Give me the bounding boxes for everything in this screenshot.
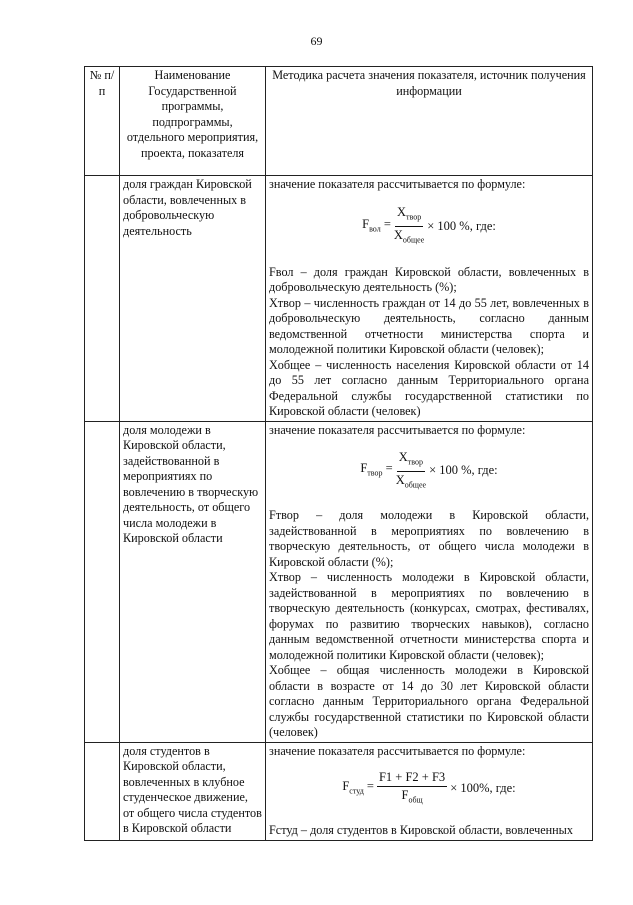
header-num: № п/п bbox=[85, 67, 120, 176]
method-intro: значение показателя рассчитывается по формуле: bbox=[269, 422, 526, 437]
table-header-row bbox=[85, 67, 593, 176]
formula-fraction: $\frac{X_{твор}}{X_{общее}}$ bbox=[395, 449, 427, 489]
table-row bbox=[85, 421, 593, 742]
formula-lhs: $F_{вол}$ = bbox=[362, 216, 391, 233]
formula-fraction: $\frac{X_{твор}}{X_{общее}}$ bbox=[393, 205, 425, 245]
formula-lhs: $F_{твор}$ = bbox=[360, 461, 393, 478]
definition: Fстуд – доля студентов в Кировской области, вовлеченных bbox=[269, 823, 573, 837]
row-num-cell bbox=[85, 176, 120, 422]
indicator-name: доля студентов в Кировской области, вовлеченных в клубное студенческое движение, от общего числа студентов в Кировской области bbox=[120, 742, 266, 840]
formula bbox=[269, 199, 589, 255]
indicator-name: доля граждан Кировской области, вовлеченных в добровольческую деятельность bbox=[120, 176, 266, 422]
definition: Fвол – доля граждан Кировской области, вовлеченных в добровольческую деятельность (%); bbox=[269, 264, 589, 294]
indicator-name: доля молодежи в Кировской области, задействованной в мероприятиях по вовлечению в творческую деятельность, от общего числа молодежи в Кировской области bbox=[120, 421, 266, 742]
formula-fraction: $\frac{F1 + F2 + F3}{F_{общ}}$ bbox=[378, 769, 446, 805]
formula-tail: × 100 %, где: bbox=[429, 463, 498, 478]
table-row bbox=[85, 176, 593, 422]
formula bbox=[269, 444, 589, 498]
method-cell bbox=[266, 176, 593, 422]
formula-tail: × 100%, где: bbox=[450, 781, 516, 796]
formula-lhs: $F_{студ}$ = bbox=[342, 779, 374, 796]
definition: Xобщее – численность населения Кировской области от 14 до 55 лет согласно данным Территориального органа Федеральной службы государственной статистики по Кировской области (человек) bbox=[269, 357, 589, 418]
method-cell bbox=[266, 421, 593, 742]
method-cell bbox=[266, 742, 593, 840]
row-num-cell bbox=[85, 421, 120, 742]
definition: Xтвор – численность граждан от 14 до 55 лет, вовлеченных в добровольческую деятельность, согласно данным ведомственной отчетности министерства спорта и молодежной политики Кировской области (человек); bbox=[269, 295, 589, 356]
table-row bbox=[85, 742, 593, 840]
header-name: Наименование Государственной программы, подпрограммы, отдельного мероприятия, проекта, показателя bbox=[120, 67, 266, 176]
page-number: 69 bbox=[310, 34, 323, 48]
definition: Xобщее – общая численность молодежи в Кировской области в возрасте от 14 до 30 лет Кировской области согласно данным Территориального органа Федеральной службы государственной статистики по Кировской области (человек) bbox=[269, 663, 589, 739]
row-num-cell bbox=[85, 742, 120, 840]
definition: Fтвор – доля молодежи в Кировской области, задействованной в мероприятиях по вовлечению в творческую деятельность, от общего числа молодежи в Кировской области (%); bbox=[269, 508, 589, 569]
method-intro: значение показателя рассчитывается по формуле: bbox=[269, 743, 526, 758]
formula bbox=[269, 765, 589, 813]
method-intro: значение показателя рассчитывается по формуле: bbox=[269, 177, 526, 191]
definition: Xтвор – численность молодежи в Кировской области, задействованной в мероприятиях по вовлечению в творческую деятельность (конкурсах, смотрах, фестивалях, форумах по развитию творческих навыков), согласно данным ведомственной отчетности министерства спорта и молодежной политики Кировской области (человек); bbox=[269, 570, 589, 662]
formula-tail: × 100 %, где: bbox=[427, 218, 496, 233]
indicator-table bbox=[84, 66, 593, 841]
header-method: Методика расчета значения показателя, источник получения информации bbox=[266, 67, 593, 176]
